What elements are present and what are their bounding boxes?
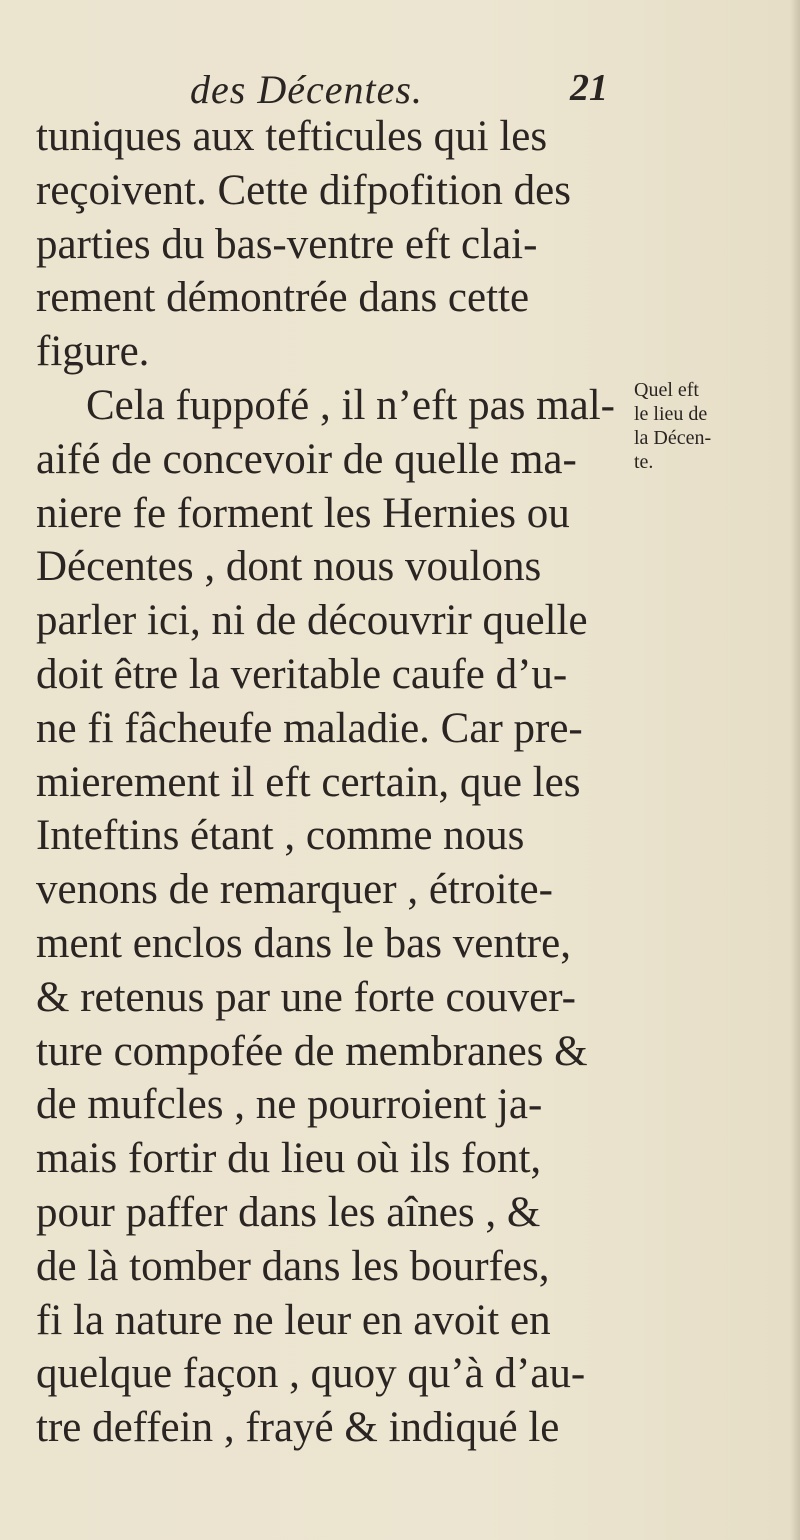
text-line: venons de remarquer , étroite- <box>36 866 553 914</box>
text-line: & retenus par une forte couver- <box>36 973 576 1021</box>
page-edge-shadow <box>790 0 800 1540</box>
text-line: mierement il eft certain, que les <box>36 758 581 806</box>
body-text <box>36 110 626 1455</box>
text-line: figure. <box>36 328 150 376</box>
text-line: ture compofée de membranes & <box>36 1027 588 1075</box>
text-line: reçoivent. Cette difpofition des <box>36 166 571 214</box>
text-line: parties du bas-ventre eft clai- <box>36 220 538 268</box>
margin-note-line: le lieu de <box>634 403 708 425</box>
margin-note-line: la Décen- <box>634 427 712 449</box>
text-line: ne fi fâcheufe maladie. Car pre- <box>36 704 583 752</box>
text-line: de là tomber dans les bourfes, <box>36 1242 550 1290</box>
text-line: aifé de concevoir de quelle ma- <box>36 435 577 483</box>
text-line: doit être la veritable caufe d’u- <box>36 650 568 698</box>
running-title: des Décentes. <box>190 67 423 112</box>
margin-note-line: te. <box>634 451 654 473</box>
text-line: tuniques aux tefticules qui les <box>36 113 548 160</box>
text-line: quelque façon , quoy qu’à d’au- <box>36 1350 586 1398</box>
text-line: niere fe forment les Hernies ou <box>36 489 570 537</box>
margin-note <box>634 378 794 474</box>
text-line: de mufcles , ne pourroient ja- <box>36 1081 543 1129</box>
text-line: rement démontrée dans cette <box>36 274 530 322</box>
margin-note-line: Quel eft <box>634 379 699 401</box>
text-line: tre deffein , frayé & indiqué le <box>36 1404 560 1452</box>
text-line: ment enclos dans le bas ventre, <box>36 919 571 967</box>
text-line: Cela fuppofé , il n’eft pas mal- <box>86 381 615 429</box>
text-line: Décentes , dont nous voulons <box>36 543 542 591</box>
text-line: mais fortir du lieu où ils font, <box>36 1135 542 1183</box>
text-line: pour paffer dans les aînes , & <box>36 1188 541 1236</box>
text-line: parler ici, ni de découvrir quelle <box>36 597 588 645</box>
text-line: fi la nature ne leur en avoit en <box>36 1296 551 1344</box>
text-line: Inteftins étant , comme nous <box>36 812 525 860</box>
page-number: 21 <box>570 67 608 109</box>
